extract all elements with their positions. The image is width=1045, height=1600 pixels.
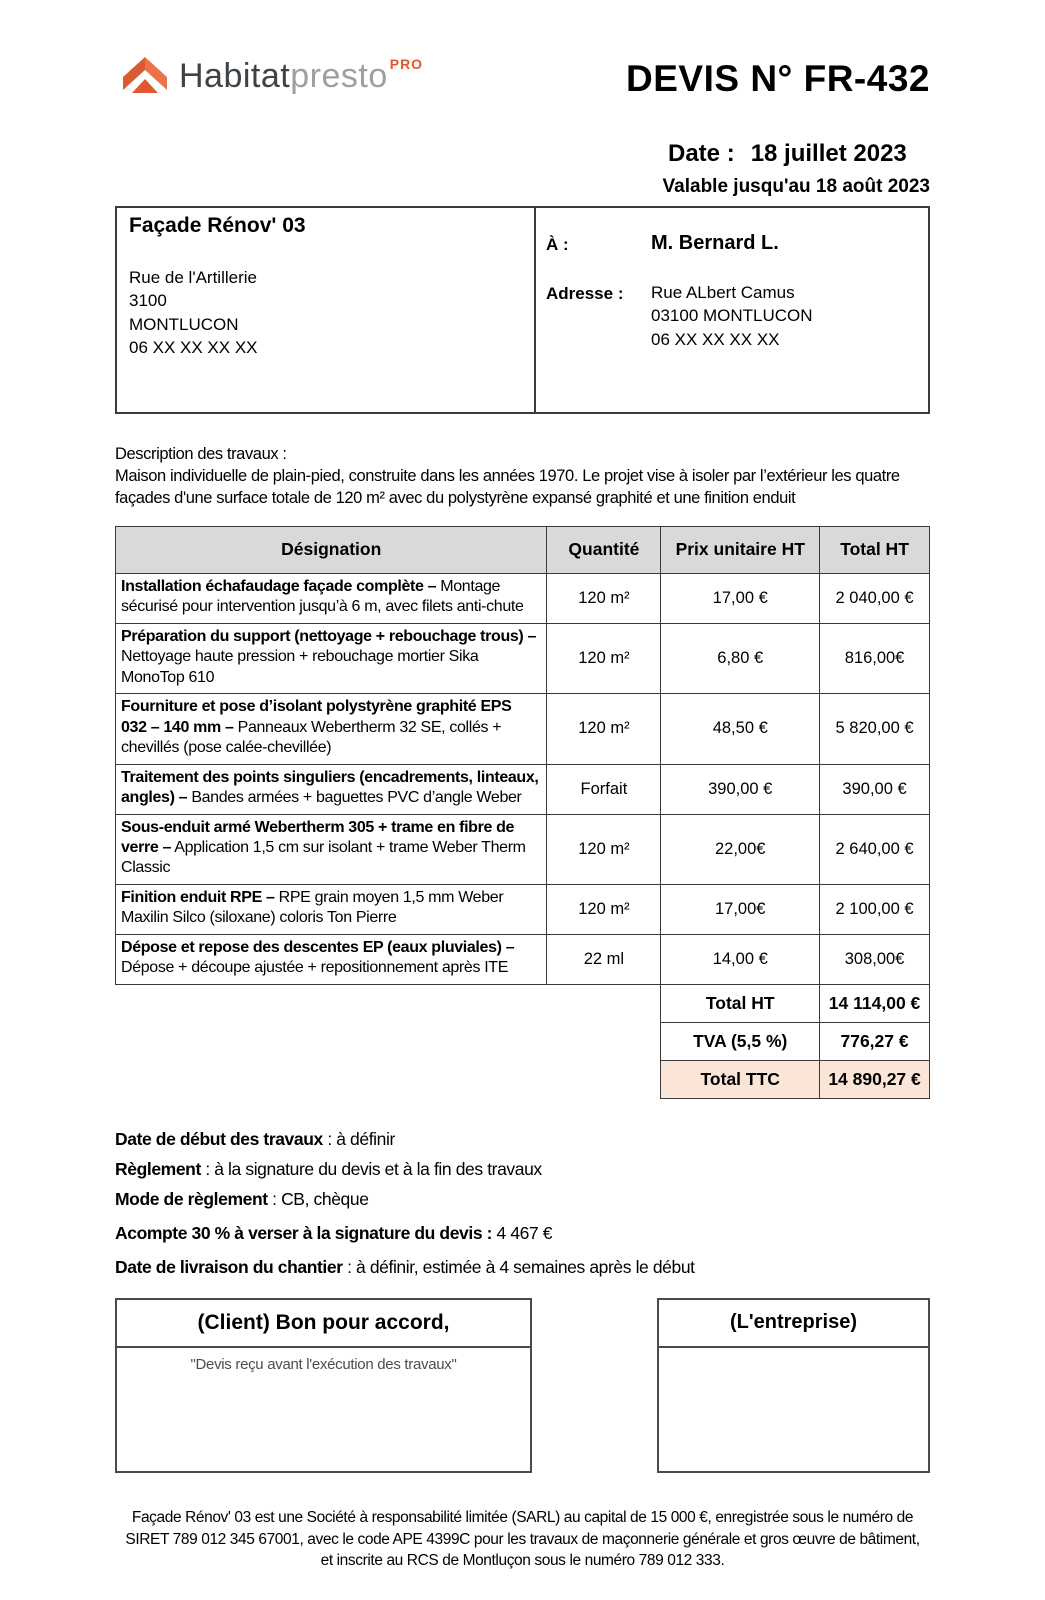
table-header-row (116, 526, 930, 573)
table-row: Installation échafaudage façade complète – Montage sécurisé pour intervention jusqu’à 6 m, avec filets anti-chute 120 m² 17,00 € 2 040,00 € (116, 573, 930, 623)
condition-acompte: Acompte 30 % à verser à la signature du devis : 4 467 € (115, 1222, 553, 1243)
col-total-ht: Total HT (820, 526, 930, 573)
description-label: Description des travaux : (115, 445, 287, 463)
condition-mode-reglement: Mode de règlement : CB, chèque (115, 1188, 369, 1209)
company-block (117, 208, 534, 412)
house-chevron-icon (121, 54, 169, 99)
total-ttc-label: Total TTC (661, 1060, 820, 1098)
tva-label: TVA (5,5 %) (661, 1022, 820, 1060)
date-line: Date : 18 juillet 2023 (668, 140, 907, 167)
table-row: Fourniture et pose d’isolant polystyrène graphité EPS 032 – 140 mm – Panneaux Webertherm 32 SE, collés + chevillés (pose calée-chevillée) 120 m² 48,50 € 5 820,00 € (116, 694, 930, 764)
condition-reglement: Règlement : à la signature du devis et à la fin des travaux (115, 1158, 542, 1179)
legal-footer: Façade Rénov' 03 est une Société à responsabilité limitée (SARL) au capital de 15 000 €, enregistrée sous le numéro de SIRET 789 012 345 67001, avec le code APE 4399C pour les travaux de maçonnerie générale et gros œuvre de bâtiment, et inscrite au RCS de Montluçon sous le numéro 789 012 333. (125, 1508, 920, 1570)
table-row: Préparation du support (nettoyage + rebouchage trous) – Nettoyage haute pression + rebouchage mortier Sika MonoTop 610 120 m² 6,80 € 816,00€ (116, 623, 930, 693)
logo-wordmark: Habitatpresto $^{PRO}$ (179, 56, 424, 95)
date-block (115, 140, 930, 198)
tva-row (116, 1022, 930, 1060)
company-name: Façade Rénov' 03 (129, 214, 306, 237)
client-block (534, 208, 928, 412)
client-address-row: Adresse : Rue ALbert Camus 03100 MONTLUCON 06 XX XX XX XX (546, 281, 916, 351)
signature-section (115, 1298, 930, 1473)
col-designation: Désignation (116, 526, 547, 573)
description-text: Maison individuelle de plain-pied, construite dans les années 1970. Le projet vise à isoler par l’extérieur les quatre façades d'une surface totale de 120 m² avec du polystyrène expansé graphité et une finition enduit (115, 466, 900, 507)
tva-value: 776,27 € (820, 1022, 930, 1060)
habitatpresto-logo (115, 54, 423, 99)
client-signature-title: (Client) Bon pour accord, (117, 1300, 530, 1348)
company-address: Rue de l'Artillerie 3100 MONTLUCON 06 XX XX XX XX (129, 268, 258, 358)
total-ht-row (116, 984, 930, 1022)
total-ht-value: 14 114,00 € (820, 984, 930, 1022)
client-name-row: À : M. Bernard L. (546, 232, 916, 255)
parties-box (115, 206, 930, 414)
conditions (115, 1129, 930, 1278)
col-prix-unitaire: Prix unitaire HT (661, 526, 820, 573)
col-quantite: Quantité (547, 526, 661, 573)
condition-start-date: Date de début des travaux : à définir (115, 1128, 395, 1149)
client-signature-box (115, 1298, 532, 1473)
company-signature-box (657, 1298, 930, 1473)
table-row: Sous-enduit armé Webertherm 305 + trame en fibre de verre – Application 1,5 cm sur isolant + trame Weber Therm Classic 120 m² 22,00€ 2 640,00 € (116, 814, 930, 884)
header (115, 52, 930, 100)
client-signature-note: "Devis reçu avant l'exécution des travaux" (190, 1355, 457, 1373)
client-address: Rue ALbert Camus 03100 MONTLUCON 06 XX XX XX XX (651, 283, 813, 349)
quote-table (115, 526, 930, 1099)
document-title: DEVIS N° FR-432 (626, 58, 930, 99)
table-row: Dépose et repose des descentes EP (eaux pluviales) – Dépose + découpe ajustée + repositionnement après ITE 22 ml 14,00 € 308,00€ (116, 934, 930, 984)
company-signature-title: (L'entreprise) (659, 1300, 928, 1348)
table-row: Traitement des points singuliers (encadrements, linteaux, angles) – Bandes armées + baguettes PVC d’angle Weber Forfait 390,00 € 390,00 € (116, 764, 930, 814)
validity-line: Valable jusqu'au 18 août 2023 (662, 176, 930, 197)
client-name: M. Bernard L. (651, 232, 779, 254)
total-ttc-row (116, 1060, 930, 1098)
total-ttc-value: 14 890,27 € (820, 1060, 930, 1098)
table-row: Finition enduit RPE – RPE grain moyen 1,5 mm Weber Maxilin Silco (siloxane) coloris Ton Pierre 120 m² 17,00€ 2 100,00 € (116, 884, 930, 934)
works-description (115, 444, 930, 510)
total-ht-label: Total HT (661, 984, 820, 1022)
condition-livraison: Date de livraison du chantier : à définir, estimée à 4 semaines après le début (115, 1256, 695, 1277)
